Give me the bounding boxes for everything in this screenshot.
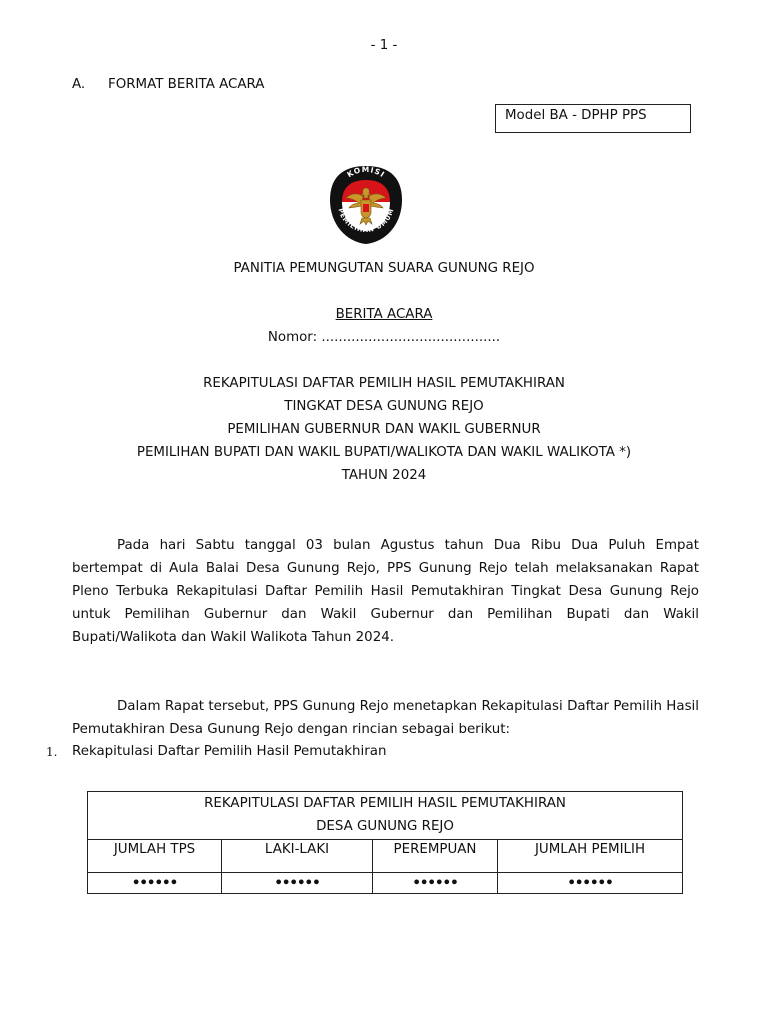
cell-jumlah-tps: •••••• [88, 873, 222, 894]
subject-line-5: TAHUN 2024 [341, 468, 427, 483]
col-header-laki-laki: LAKI-LAKI [222, 840, 373, 873]
doc-title-wrap [0, 307, 768, 322]
table-title-row [88, 792, 683, 840]
kpu-logo [326, 164, 406, 246]
col-header-perempuan: PEREMPUAN [373, 840, 498, 873]
logo-top-text: KOMISI [345, 164, 387, 180]
col-header-jumlah-tps: JUMLAH TPS [88, 840, 222, 873]
model-label-box: Model BA - DPHP PPS [495, 104, 691, 133]
subject-line-3: PEMILIHAN GUBERNUR DAN WAKIL GUBERNUR [227, 422, 541, 437]
body-paragraph-2: Dalam Rapat tersebut, PPS Gunung Rejo menetapkan Rekapitulasi Daftar Pemilih Hasil Pemutakhiran Desa Gunung Rejo dengan rincian sebagai berikut: [72, 699, 699, 737]
committee-name: PANITIA PEMUNGUTAN SUARA GUNUNG REJO [233, 261, 535, 276]
section-title: FORMAT BERITA ACARA [108, 77, 265, 92]
list-number: 1. [46, 745, 58, 759]
section-letter: A. [72, 77, 86, 92]
page-number: - 1 - [370, 38, 398, 53]
cell-jumlah-pemilih: •••••• [498, 873, 683, 894]
section-heading [72, 77, 264, 92]
subject-line-4: PEMILIHAN BUPATI DAN WAKIL BUPATI/WALIKOTA DAN WAKIL WALIKOTA *) [136, 445, 632, 460]
cell-laki-laki: •••••• [222, 873, 373, 894]
doc-number: Nomor: .......................................... [267, 330, 501, 345]
table-title-line-1: REKAPITULASI DAFTAR PEMILIH HASIL PEMUTAKHIRAN [204, 796, 566, 811]
rekap-table [87, 791, 683, 894]
doc-title: BERITA ACARA [335, 307, 433, 322]
cell-perempuan: •••••• [373, 873, 498, 894]
subject-line-1: REKAPITULASI DAFTAR PEMILIH HASIL PEMUTAKHIRAN [203, 376, 565, 391]
table-title-line-2: DESA GUNUNG REJO [316, 819, 454, 834]
table-header-row [88, 840, 683, 873]
table-title [88, 792, 683, 840]
col-header-jumlah-pemilih: JUMLAH PEMILIH [498, 840, 683, 873]
logo-bottom-text: PEMILIHAN UMUM [336, 207, 396, 235]
body-paragraph-1: Pada hari Sabtu tanggal 03 bulan Agustus tahun Dua Ribu Dua Puluh Empat bertempat di Aula Balai Desa Gunung Rejo, PPS Gunung Rejo telah melaksanakan Rapat Pleno Terbuka Rekapitulasi Daftar Pemilih Hasil Pemutakhiran Tingkat Desa Gunung Rejo untuk Pemilihan Gubernur dan Wakil Gubernur dan Pemilihan Bupati dan Wakil Bupati/Walikota dan Wakil Walikota Tahun 2024. [72, 538, 699, 645]
list-item-text: Rekapitulasi Daftar Pemilih Hasil Pemutakhiran [72, 744, 387, 759]
table-row [88, 873, 683, 894]
subject-line-2: TINGKAT DESA GUNUNG REJO [284, 399, 484, 414]
kpu-emblem-icon [326, 164, 406, 246]
